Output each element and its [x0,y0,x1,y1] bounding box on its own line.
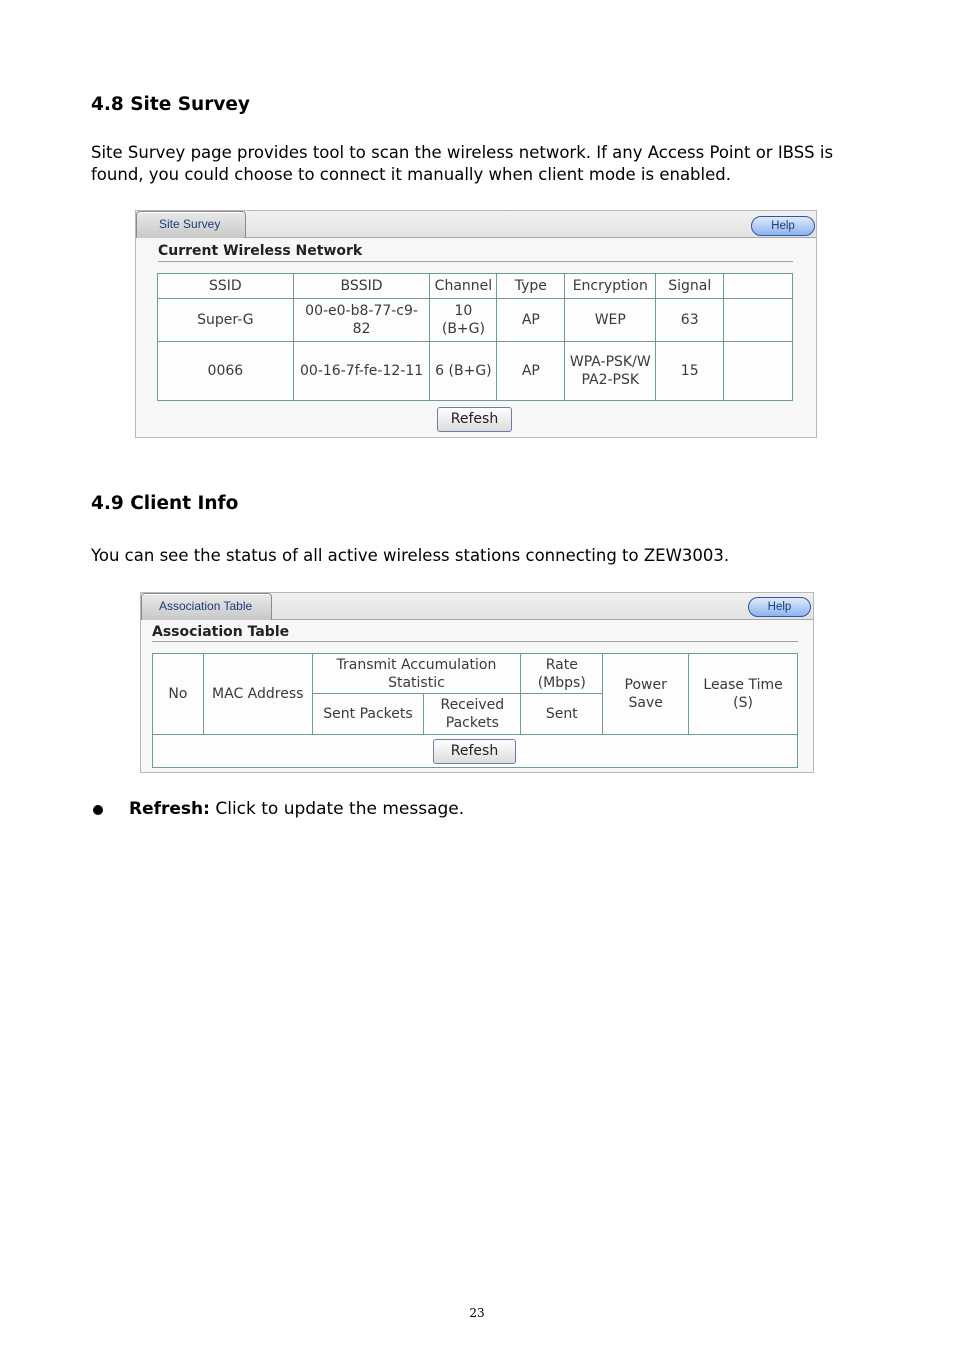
bssid-cell: 00-e0-b8-77-c9-82 [293,299,430,342]
client-info-description: You can see the status of all active wireless stations connecting to ZEW3003. [91,546,730,565]
signal-cell: 63 [656,299,724,342]
encryption-cell: WPA-PSK/WPA2-PSK [565,342,656,401]
mac-address-header: MAC Address [203,654,312,735]
table-header-row [158,274,793,299]
refresh-button[interactable]: Refesh [433,739,516,764]
sent-packets-header: Sent Packets [312,694,424,735]
help-button[interactable]: Help [748,597,811,617]
ssid-cell: Super-G [158,299,294,342]
site-survey-heading: 4.8 Site Survey [91,94,250,115]
help-button[interactable]: Help [751,216,815,236]
refresh-button[interactable]: Refesh [437,407,512,432]
table-row[interactable] [158,342,793,401]
received-packets-header: Received Packets [424,694,521,735]
tab-association-table[interactable]: Association Table [141,593,272,620]
type-cell: AP [497,299,565,342]
table-row[interactable] [158,299,793,342]
type-cell: AP [497,342,565,401]
column-header: Type [497,274,565,299]
bullet-icon [93,805,103,815]
title-divider [158,261,793,262]
refresh-bullet [129,798,464,820]
bullet-description: Click to update the message. [209,799,465,819]
ssid-cell: 0066 [158,342,294,401]
transmit-statistic-header: Transmit Accumulation Statistic [312,654,521,694]
title-divider [152,641,798,642]
column-header: Signal [656,274,724,299]
wireless-network-table [157,273,793,401]
encryption-cell: WEP [565,299,656,342]
page-number: 23 [469,1306,485,1320]
column-header: BSSID [293,274,430,299]
select-cell [724,342,793,401]
no-header: No [153,654,204,735]
table-header-row [153,654,798,694]
signal-cell: 15 [656,342,724,401]
tab-site-survey[interactable]: Site Survey [136,211,246,238]
select-cell [724,299,793,342]
power-save-header: Power Save [603,654,689,735]
association-table-title: Association Table [152,624,290,640]
column-header: Encryption [565,274,656,299]
bssid-cell: 00-16-7f-fe-12-11 [293,342,430,401]
lease-time-header: Lease Time (S) [689,654,798,735]
rate-header: Rate (Mbps) [521,654,603,694]
channel-cell: 10 (B+G) [430,299,497,342]
sent-header: Sent [521,694,603,735]
current-wireless-network-title: Current Wireless Network [158,243,363,259]
channel-cell: 6 (B+G) [430,342,497,401]
site-survey-description: Site Survey page provides tool to scan the wireless network. If any Access Point or IBSS is found, you could choose to connect it manually when client mode is enabled. [91,143,834,184]
column-header [724,274,793,299]
column-header: Channel [430,274,497,299]
bullet-label: Refresh: [129,799,210,819]
client-info-heading: 4.9 Client Info [91,493,239,514]
column-header: SSID [158,274,294,299]
